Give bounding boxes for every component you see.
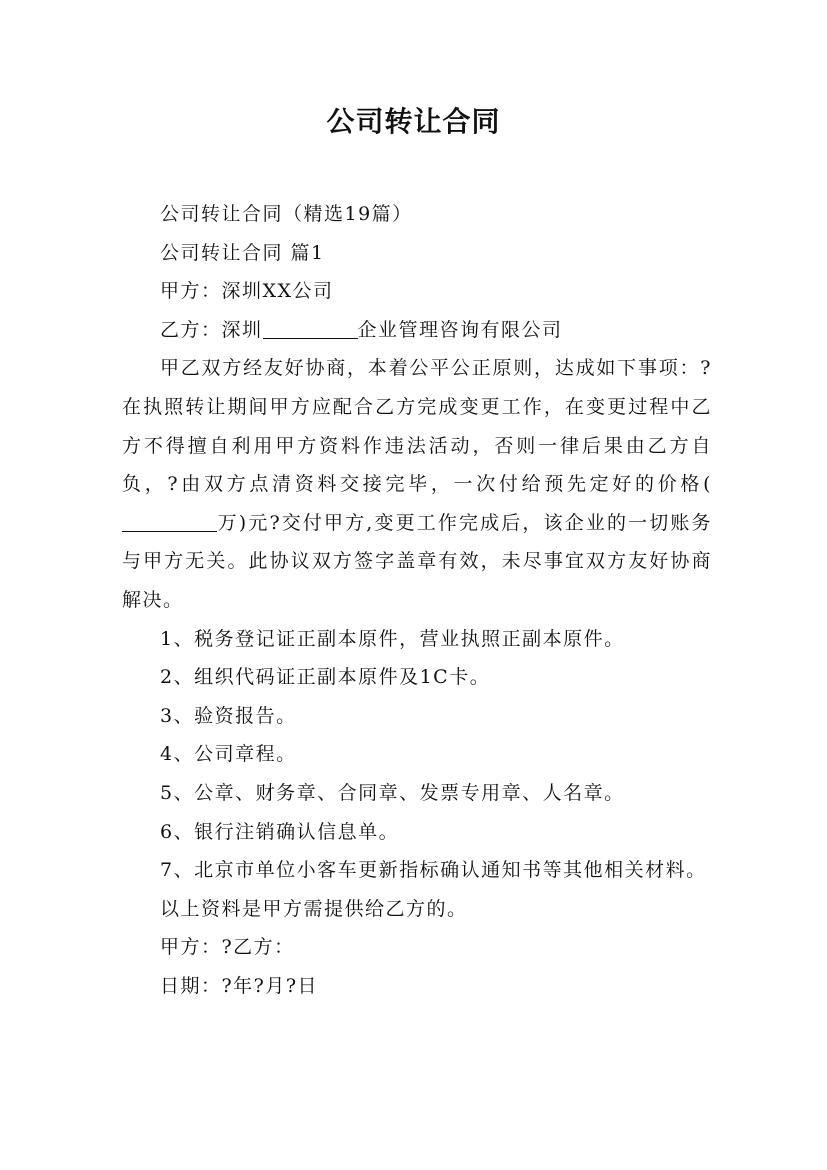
party-b-line: [122, 311, 712, 350]
list-item: 1、税务登记证正副本原件，营业执照正副本原件。: [160, 627, 625, 650]
party-b-blank: [263, 319, 358, 339]
party-b-prefix: 乙方：深圳: [160, 318, 263, 341]
date-line: 日期：?年?月?日: [160, 974, 319, 997]
agreement-part2: 万)元?交付甲方,变更工作完成后，该企业的一切账务与甲方无关。此协议双方签字盖章有效，未尽事宜双方友好协商解决。: [122, 511, 712, 611]
agreement-paragraph: [122, 349, 712, 619]
party-b-suffix: 企业管理咨询有限公司: [357, 318, 563, 341]
party-a-line: 甲方：深圳XX公司: [160, 280, 334, 303]
agreement-part1: 甲乙双方经友好协商，本着公平公正原则，达成如下事项：?在执照转让期间甲方应配合乙方完成变更工作，在变更过程中乙方不得擅自利用甲方资料作违法活动，否则一律后果由乙方自负，?由双方点清资料交接完毕，一次付给预先定好的价格(: [122, 357, 712, 496]
list-item: 5、公章、财务章、合同章、发票专用章、人名章。: [160, 781, 625, 804]
document-title: 公司转让合同: [326, 105, 501, 138]
list-item: 2、组织代码证正副本原件及1C卡。: [160, 666, 491, 689]
subtitle: 公司转让合同（精选19篇）: [160, 203, 413, 225]
list-item: 3、验资报告。: [160, 704, 297, 727]
document-body: [122, 195, 712, 1005]
section-heading: 公司转让合同 篇1: [160, 241, 325, 264]
closing-line: 以上资料是甲方需提供给乙方的。: [160, 897, 468, 920]
list-item: 6、银行注销确认信息单。: [160, 820, 400, 843]
signature-line: 甲方：?乙方：: [160, 936, 295, 959]
list-item: 4、公司章程。: [160, 743, 297, 766]
list-item: 7、北京市单位小客车更新指标确认通知书等其他相关材料。: [160, 859, 707, 882]
price-blank: [122, 512, 217, 532]
